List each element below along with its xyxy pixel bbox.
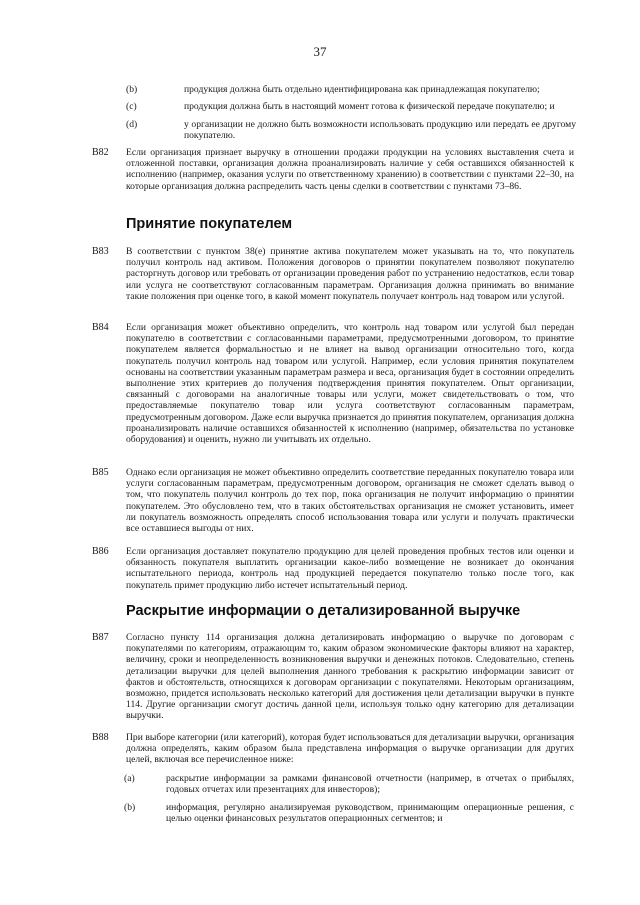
paragraph-text: Согласно пункту 114 организация должна детализировать информацию о выручке по договорам с покупателями по категориям, отражающим то, каким образом экономические факторы влияют на характер, величину, сроки и неопределенность возникновения выручки и денежных потоков. Следовательно, степень детализации выручки для целей выполнения данного требования к раскрытию информации зависит от фактов и обстоятельств, относящихся к договорам организации с покупателями. Некоторым организациям, возможно, придется использовать несколько категорий для достижения цели детализации выручки в пункте 114. Другие организации смогут достичь данной цели, используя только одну категорию для детализации выручки. xyxy=(126,632,574,722)
list-item-text: продукция должна быть отдельно идентифицирована как принадлежащая покупателю; xyxy=(184,84,540,95)
paragraph-text: При выборе категории (или категорий), которая будет использоваться для детализации выручки, организация должна определять, каким образом была представлена информация о выручке организации для других целей, включая все перечисленное ниже: xyxy=(126,732,574,766)
section-heading-disclosure: Раскрытие информации о детализированной выручке xyxy=(126,603,521,619)
list-item-label: (b) xyxy=(126,84,138,95)
paragraph-text: Однако если организация не может объективно определить соответствие переданных покупателю товара или услуги согласованным параметрам, предусмотренным договором, организация не сможет сделать вывод о том, что покупатель получил контроль до тех пор, пока организация не получит информацию о принятии покупателем. Это обусловлено тем, что в таких обстоятельствах организация не сможет установить, имеет ли покупатель возможность определять способ использования товара или услуги и получать практически все оставшиеся выгоды от них. xyxy=(126,467,574,535)
paragraph-number: B84 xyxy=(92,322,109,333)
list-item-text: у организации не должно быть возможности использовать продукцию или передать ее другому покупателю. xyxy=(184,119,576,142)
page-number: 37 xyxy=(313,44,327,59)
paragraph-text: В соответствии с пунктом 38(е) принятие актива покупателем может указывать на то, что покупатель получил контроль над активом. Положения договоров о принятии покупателем позволяют покупателю расторгнуть договор или требовать от организации проведения работ по устранению недостатков, если товар или услуга не соответствуют согласованным параметрам. Организация должна принимать во внимание такие положения при оценке того, в какой момент покупатель получает контроль над товаром или услугой. xyxy=(126,246,574,302)
paragraph-text: Если организация признает выручку в отношении продажи продукции на условиях выставления счета и отложенной поставки, организация должна проанализировать наличие у себя оставшихся обязанностей к исполнению (например, оказания услуги по ответственному хранению) в соответствии с пунктами 22–30, на которые организация должна распределить часть цены сделки в соответствии с пунктами 73–86. xyxy=(126,147,574,192)
paragraph-number: B85 xyxy=(92,467,109,478)
paragraph-number: B82 xyxy=(92,147,109,158)
list-item-text: продукция должна быть в настоящий момент готова к физической передаче покупателю; и xyxy=(184,101,555,112)
paragraph-number: B88 xyxy=(92,732,109,743)
paragraph-number: B86 xyxy=(92,546,109,557)
paragraph-text: Если организация может объективно определить, что контроль над товаром или услугой был передан покупателю в соответствии с согласованными параметрами, предусмотренными договором, то принятие покупателем является формальностью и не влияет на вывод организации относительно того, когда покупатель получил контроль над товаром или услугой. Например, если условия принятия покупателем основаны на соответствии указанным параметрам размера и веса, организация будет в состоянии определить выполнение этих критериев до получения подтверждения принятия покупателем. Опыт организации, связанный с договорами на аналогичные товары или услуги, может свидетельствовать о том, что предоставляемые покупателю товар или услуга соответствуют согласованным параметрам, предусмотренным договором. Даже если выручка признается до принятия покупателем, организация должна проанализировать наличие оставшихся обязанностей к исполнению (например, обязательства по установке оборудования) и оценить, нужно ли учитывать их отдельно. xyxy=(126,322,574,446)
list-item-label: (d) xyxy=(126,119,138,130)
paragraph-number: B83 xyxy=(92,246,109,257)
list-item-text: информация, регулярно анализируемая руководством, принимающим операционные решения, с целью оценки финансовых результатов операционных сегментов; и xyxy=(166,802,574,825)
section-heading-acceptance: Принятие покупателем xyxy=(126,216,293,232)
list-item-text: раскрытие информации за рамками финансовой отчетности (например, в отчетах о прибылях, годовых отчетах или презентациях для инвесторов); xyxy=(166,773,574,796)
paragraph-text: Если организация доставляет покупателю продукцию для целей проведения пробных тестов или оценки и обязанность покупателя выплатить организации какое-либо возмещение не возникает до окончания испытательного периода, контроль над продукцией передается покупателю только после того, как покупатель примет продукцию либо истечет испытательный период. xyxy=(126,546,574,591)
list-item-label: (c) xyxy=(126,101,137,112)
list-item-label: (a) xyxy=(124,773,135,784)
list-item-label: (b) xyxy=(124,802,136,813)
paragraph-number: B87 xyxy=(92,632,109,643)
